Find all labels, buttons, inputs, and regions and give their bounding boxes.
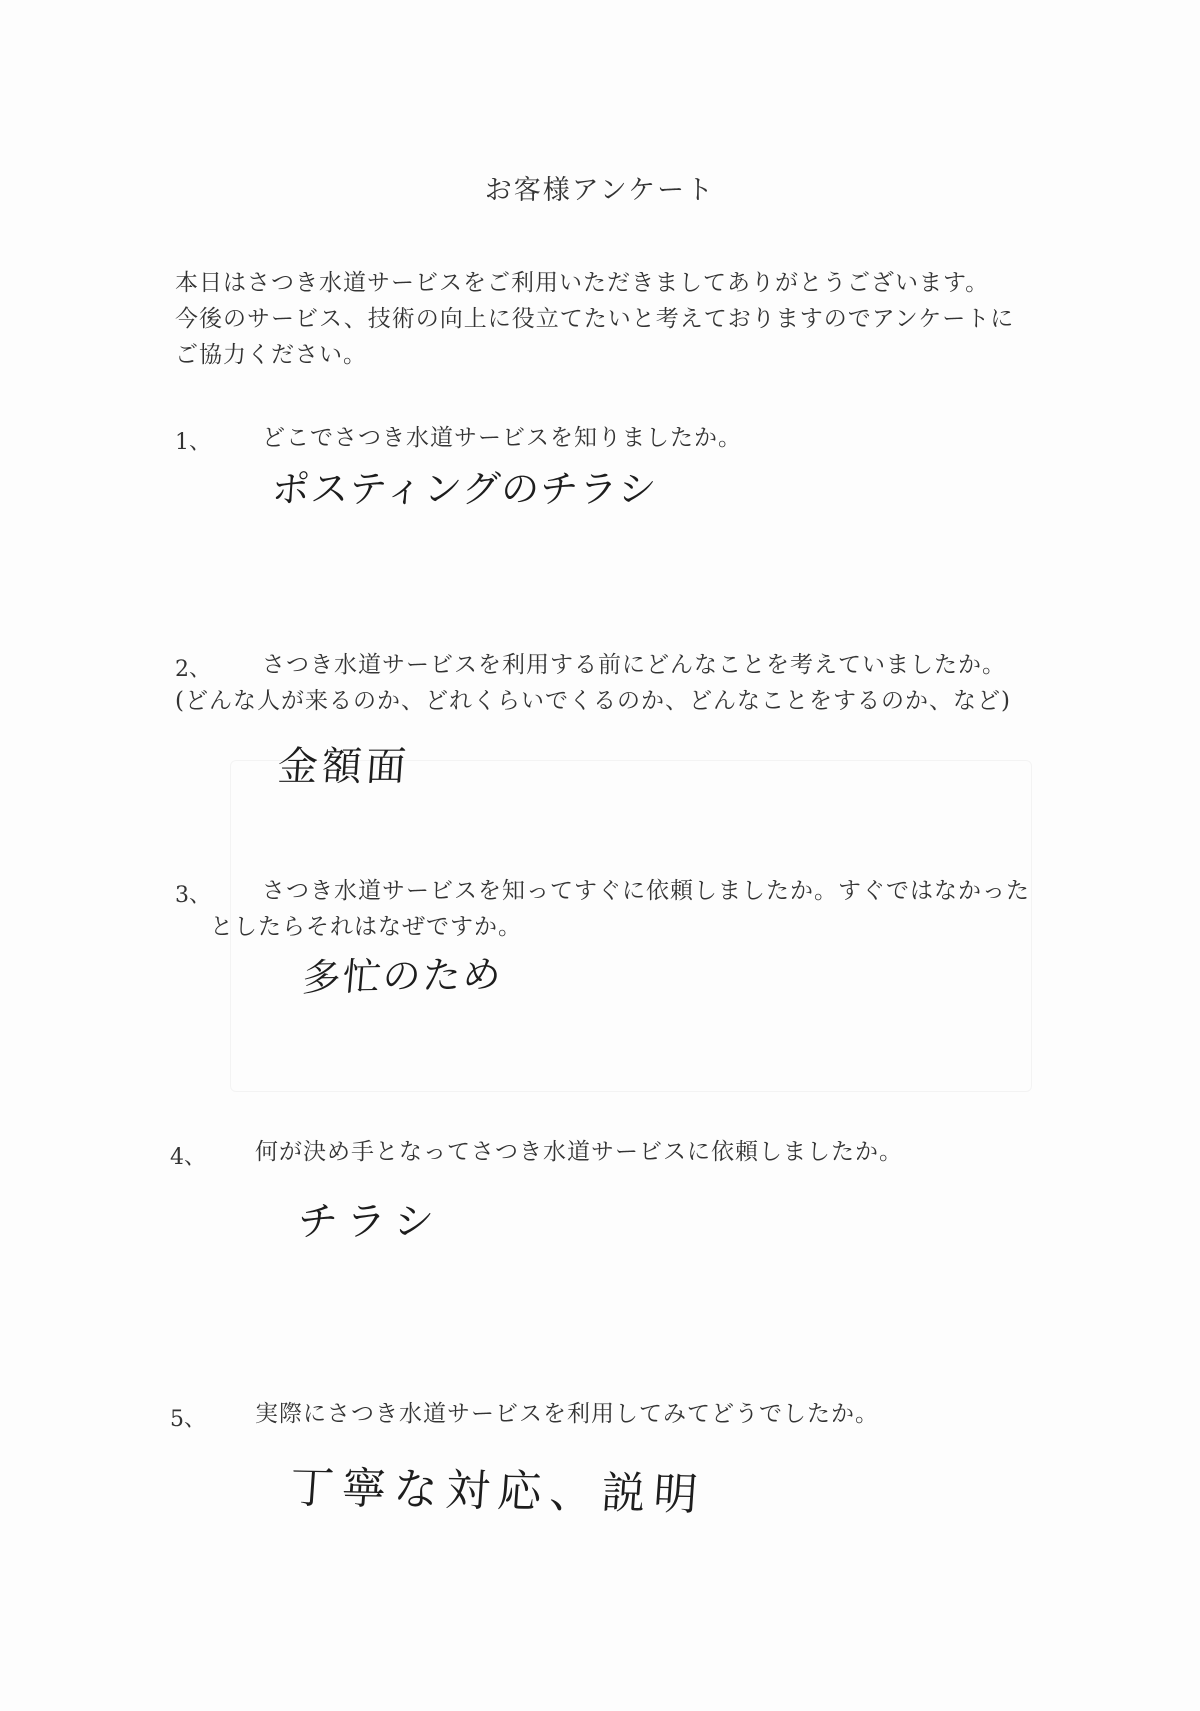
question-number: 2、 [175,657,211,682]
handwritten-answer: チラシ [296,1199,444,1245]
handwritten-answer: ポスティングのチラシ [270,467,659,511]
intro-paragraph [175,265,1075,373]
question-number: 5、 [170,1407,206,1432]
intro-line: ご協力ください。 [175,342,367,368]
question-text: さつき水道サービスを利用する前にどんなことを考えていましたか。 [262,652,1006,678]
intro-line: 今後のサービス、技術の向上に役立てたいと考えておりますのでアンケートに [175,306,1015,332]
question-text: (どんな人が来るのか、どれくらいでくるのか、どんなことをするのか、など) [175,688,1011,714]
handwritten-answer: 多忙のため [300,952,505,1000]
question-text: としたらそれはなぜですか。 [210,914,522,940]
handwritten-answer: 金額面 [276,744,412,790]
question-text: 何が決め手となってさつき水道サービスに依頼しましたか。 [255,1139,903,1165]
handwritten-answer: 丁寧な対応、説明 [288,1462,708,1521]
question-text: さつき水道サービスを知ってすぐに依頼しましたか。すぐではなかった [262,878,1030,904]
question-number: 3、 [175,883,211,908]
question-number: 1、 [175,430,211,455]
question-text: どこでさつき水道サービスを知りましたか。 [262,425,742,451]
page-title: お客様アンケート [484,175,716,206]
question-text: 実際にさつき水道サービスを利用してみてどうでしたか。 [255,1401,879,1427]
question-number: 4、 [170,1145,206,1170]
intro-line: 本日はさつき水道サービスをご利用いただきましてありがとうございます。 [175,270,990,296]
